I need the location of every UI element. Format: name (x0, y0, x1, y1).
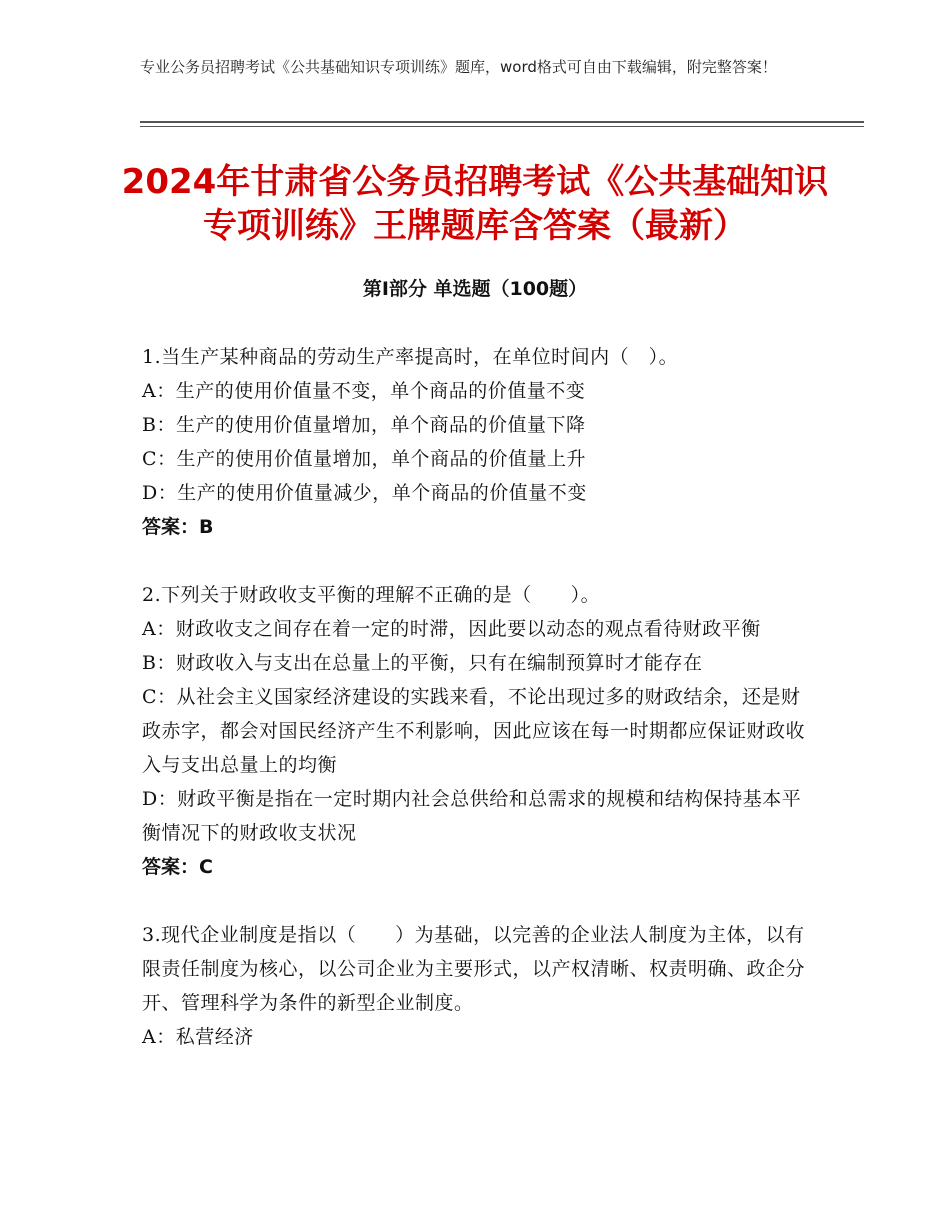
option-c: C：从社会主义国家经济建设的实践来看，不论出现过多的财政结余，还是财政赤字，都会对国民经济产生不利影响，因此应该在每一时期都应保证财政收入与支出总量上的均衡 (142, 686, 806, 776)
option-a: A：财政收支之间存在着一定的时滞，因此要以动态的观点看待财政平衡 (142, 618, 761, 640)
question-stem: 2.下列关于财政收支平衡的理解不正确的是（ ）。 (142, 584, 601, 606)
answer: 答案：B (142, 516, 214, 538)
header-rule-thick (140, 121, 864, 123)
option-b: B：生产的使用价值量增加，单个商品的价值量下降 (142, 414, 586, 436)
header-rule-thin (140, 126, 864, 127)
question-stem: 3.现代企业制度是指以（ ）为基础，以完善的企业法人制度为主体，以有限责任制度为核心，以公司企业为主要形式，以产权清晰、权责明确、政企分开、管理科学为条件的新型企业制度。 (142, 924, 806, 1014)
section-title: 第Ⅰ部分 单选题（100题） (362, 278, 588, 300)
option-a: A：私营经济 (142, 1026, 254, 1048)
option-b: B：财政收入与支出在总量上的平衡，只有在编制预算时才能存在 (142, 652, 703, 674)
option-c: C：生产的使用价值量增加，单个商品的价值量上升 (142, 448, 587, 470)
option-a: A：生产的使用价值量不变，单个商品的价值量不变 (142, 380, 586, 402)
question-1 (142, 340, 810, 544)
document-title: 2024年甘肃省公务员招聘考试《公共基础知识专项训练》王牌题库含答案（最新） (121, 162, 829, 246)
option-d: D：生产的使用价值量减少，单个商品的价值量不变 (142, 482, 587, 504)
answer: 答案：C (142, 856, 213, 878)
option-d: D：财政平衡是指在一定时期内社会总供给和总需求的规模和结构保持基本平衡情况下的财政收支状况 (142, 788, 802, 844)
question-stem: 1.当生产某种商品的劳动生产率提高时，在单位时间内（ ）。 (142, 346, 679, 368)
question-2 (142, 578, 810, 884)
question-list (142, 340, 810, 1088)
question-3 (142, 918, 810, 1054)
header-note: 专业公务员招聘考试《公共基础知识专项训练》题库，word格式可自由下载编辑，附完整答案！ (140, 58, 777, 76)
